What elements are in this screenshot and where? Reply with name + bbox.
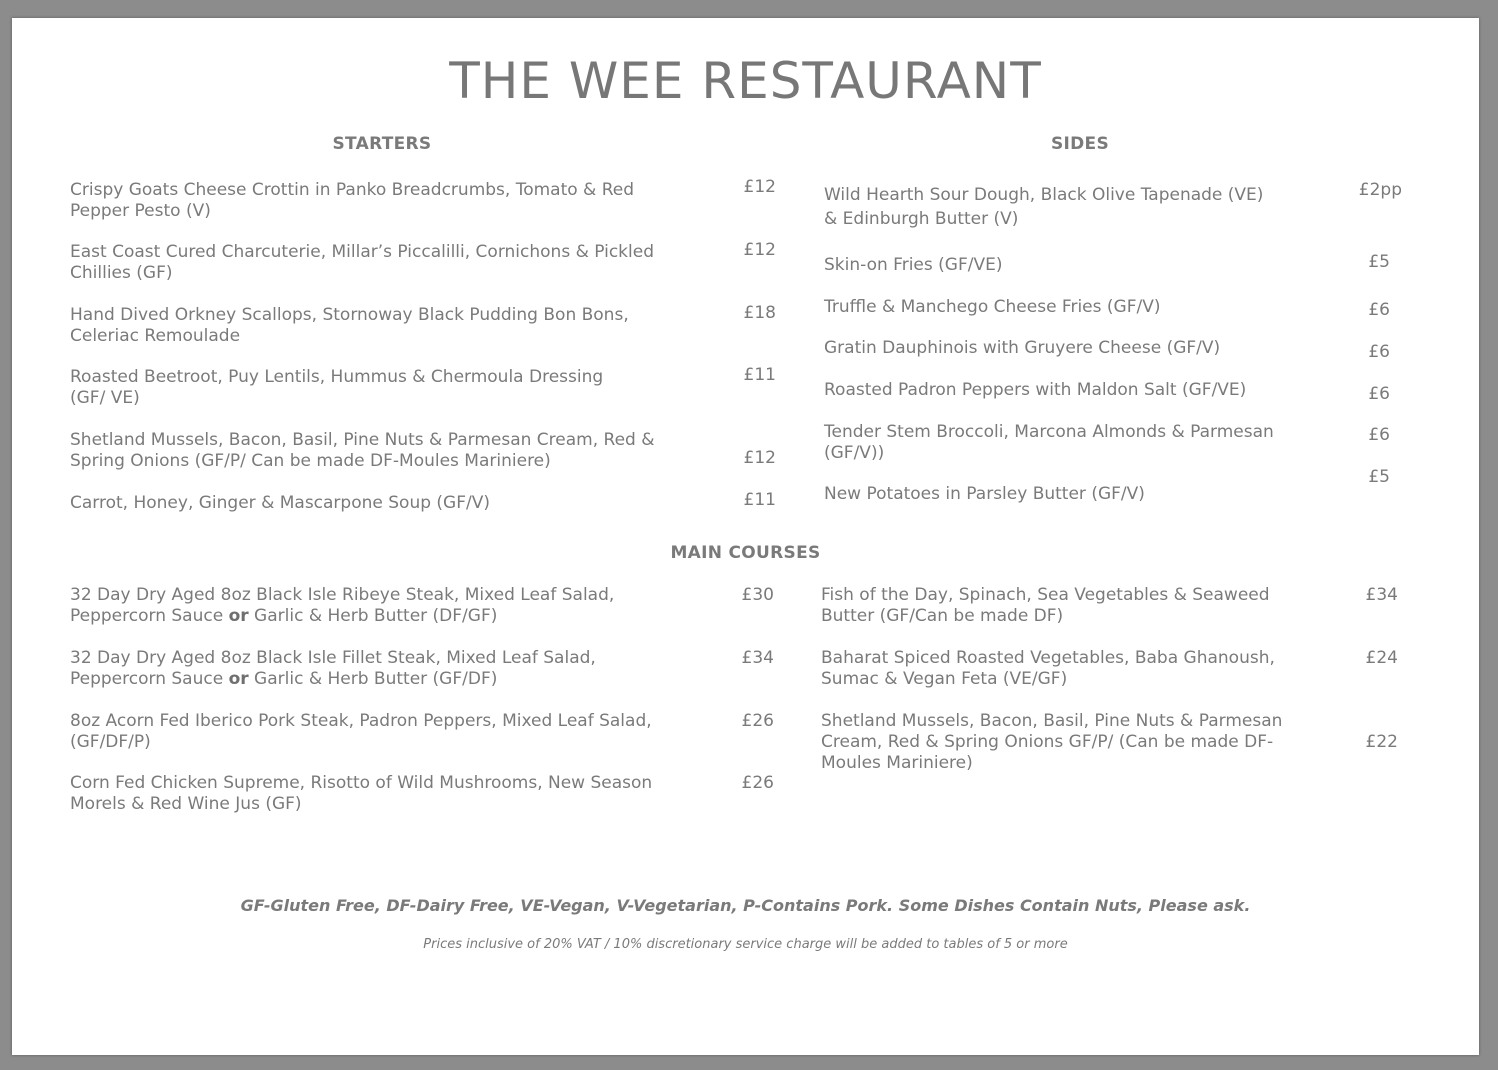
starter-item: Roasted Beetroot, Puy Lentils, Hummus & Chermoula Dressing (GF/ VE) [70,367,604,408]
main-price: £26 [741,711,774,731]
side-item: Tender Stem Broccoli, Marcona Almonds & Parmesan (GF/V)) [824,422,1274,463]
side-item: Truffle & Manchego Cheese Fries (GF/V) [824,297,1161,317]
starter-price: £11 [743,490,776,510]
side-price: £6 [1368,384,1390,404]
main-item: 32 Day Dry Aged 8oz Black Isle Fillet Steak, Mixed Leaf Salad, Peppercorn Sauce or Garlic & Herb Butter (GF/DF) [70,648,596,689]
restaurant-title: THE WEE RESTAURANT [449,52,1042,110]
sides-heading: SIDES [1050,134,1110,154]
starter-item: East Coast Cured Charcuterie, Millar’s Piccalilli, Cornichons & Pickled Chillies (GF) [70,242,655,283]
starters-heading: STARTERS [332,134,432,154]
side-price: £6 [1368,342,1390,362]
starter-price: £12 [743,177,776,197]
starter-item: Hand Dived Orkney Scallops, Stornoway Black Pudding Bon Bons, Celeriac Remoulade [70,305,629,346]
side-item: Roasted Padron Peppers with Maldon Salt (GF/VE) [824,380,1247,400]
side-price: £5 [1368,252,1390,272]
main-item: Fish of the Day, Spinach, Sea Vegetables & Seaweed Butter (GF/Can be made DF) [821,585,1270,626]
side-price: £2pp [1358,180,1402,200]
main-price: £26 [741,773,774,793]
main-price: £24 [1365,648,1398,668]
side-item: Wild Hearth Sour Dough, Black Olive Tapenade (VE) & Edinburgh Butter (V) [824,185,1264,229]
starter-item: Crispy Goats Cheese Crottin in Panko Breadcrumbs, Tomato & Red Pepper Pesto (V) [70,180,635,221]
starter-price: £18 [743,303,776,323]
side-item: Skin-on Fries (GF/VE) [824,255,1003,275]
main-price: £22 [1365,732,1398,752]
main-price: £34 [1365,585,1398,605]
starter-price: £12 [743,240,776,260]
service-charge-note: Prices inclusive of 20% VAT / 10% discretionary service charge will be added to tables of 5 or more [423,937,1068,952]
main-item: Baharat Spiced Roasted Vegetables, Baba Ghanoush, Sumac & Vegan Feta (VE/GF) [821,648,1275,689]
main-price: £34 [741,648,774,668]
side-price: £5 [1368,467,1390,487]
main-item: Shetland Mussels, Bacon, Basil, Pine Nuts & Parmesan Cream, Red & Spring Onions GF/P/ (Can be made DF- Moules Mariniere) [821,711,1283,773]
side-item: Gratin Dauphinois with Gruyere Cheese (GF/V) [824,338,1221,358]
menu-page [12,18,1479,1055]
main-courses-heading: MAIN COURSES [670,543,821,563]
main-item: 32 Day Dry Aged 8oz Black Isle Ribeye Steak, Mixed Leaf Salad, Peppercorn Sauce or Garlic & Herb Butter (DF/GF) [70,585,615,626]
main-item: 8oz Acorn Fed Iberico Pork Steak, Padron Peppers, Mixed Leaf Salad, (GF/DF/P) [70,711,652,752]
starter-item: Carrot, Honey, Ginger & Mascarpone Soup (GF/V) [70,493,490,513]
side-price: £6 [1368,425,1390,445]
dietary-legend: GF-Gluten Free, DF-Dairy Free, VE-Vegan, V-Vegetarian, P-Contains Pork. Some Dishes Contain Nuts, Please ask. [240,896,1251,915]
starter-price: £11 [743,365,776,385]
starter-price: £12 [743,448,776,468]
main-price: £30 [741,585,774,605]
side-item: New Potatoes in Parsley Butter (GF/V) [824,484,1145,504]
side-price: £6 [1368,300,1390,320]
main-item: Corn Fed Chicken Supreme, Risotto of Wild Mushrooms, New Season Morels & Red Wine Jus (GF) [70,773,653,814]
starter-item: Shetland Mussels, Bacon, Basil, Pine Nuts & Parmesan Cream, Red & Spring Onions (GF/P/ Can be made DF-Moules Mariniere) [70,430,655,471]
